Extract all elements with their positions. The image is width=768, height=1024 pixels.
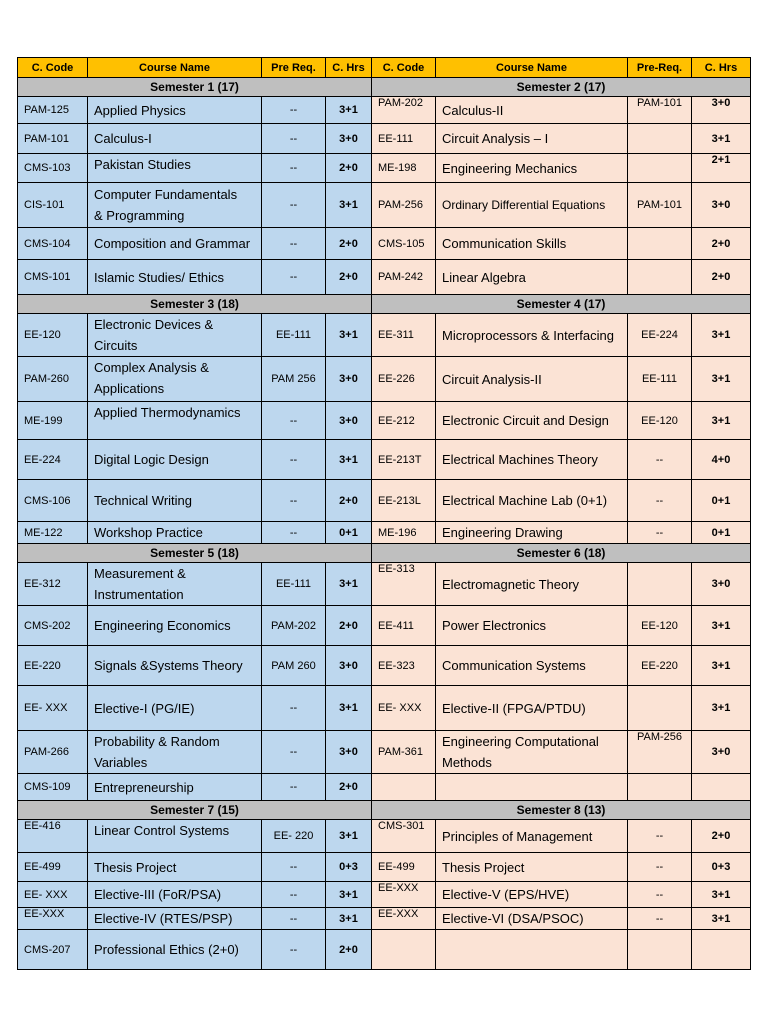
left-prerequisite: -- — [262, 522, 326, 544]
semester-header-row — [18, 78, 751, 97]
course-row — [18, 154, 751, 183]
right-credit-hours: 2+0 — [692, 228, 751, 260]
right-credit-hours: 2+0 — [692, 820, 751, 853]
right-credit-hours: 3+0 — [692, 731, 751, 774]
left-course-code: CMS-101 — [18, 260, 88, 295]
left-prerequisite: -- — [262, 731, 326, 774]
semester-header-row — [18, 544, 751, 563]
left-course-name: Elective-I (PG/IE) — [88, 686, 262, 731]
right-course-code: EE-499 — [372, 853, 436, 882]
right-credit-hours: 2+0 — [692, 260, 751, 295]
left-course-code: ME-199 — [18, 402, 88, 440]
course-row — [18, 731, 751, 774]
left-course-name: Technical Writing — [88, 480, 262, 522]
right-credit-hours — [692, 930, 751, 970]
course-row — [18, 908, 751, 930]
left-credit-hours: 3+1 — [326, 820, 372, 853]
left-prerequisite: -- — [262, 402, 326, 440]
header-row — [18, 58, 751, 78]
right-course-code: PAM-361 — [372, 731, 436, 774]
left-course-name: Linear Control Systems — [88, 820, 262, 853]
course-row — [18, 480, 751, 522]
right-credit-hours: 3+1 — [692, 882, 751, 908]
right-prerequisite: -- — [628, 853, 692, 882]
left-credit-hours: 2+0 — [326, 930, 372, 970]
right-credit-hours: 3+1 — [692, 357, 751, 402]
right-course-code: EE-323 — [372, 646, 436, 686]
left-course-name: Thesis Project — [88, 853, 262, 882]
semester-3-header: Semester 3 (18) — [18, 295, 372, 314]
right-course-name: Power Electronics — [436, 606, 628, 646]
left-credit-hours: 3+1 — [326, 882, 372, 908]
right-prerequisite — [628, 154, 692, 183]
right-course-code: ME-196 — [372, 522, 436, 544]
right-prerequisite: -- — [628, 820, 692, 853]
left-credit-hours: 3+1 — [326, 563, 372, 606]
left-prerequisite: -- — [262, 908, 326, 930]
left-credit-hours: 2+0 — [326, 480, 372, 522]
semester-7-header: Semester 7 (15) — [18, 801, 372, 820]
right-course-name: Communication Systems — [436, 646, 628, 686]
right-prerequisite: PAM-101 — [628, 97, 692, 124]
right-course-name: Ordinary Differential Equations — [436, 183, 628, 228]
left-credit-hours: 2+0 — [326, 260, 372, 295]
header-code-right: C. Code — [372, 58, 436, 78]
right-course-code: EE-213L — [372, 480, 436, 522]
right-course-name — [436, 930, 628, 970]
right-credit-hours: 0+1 — [692, 522, 751, 544]
course-row — [18, 440, 751, 480]
left-course-code: EE-224 — [18, 440, 88, 480]
right-course-code: EE-311 — [372, 314, 436, 357]
left-prerequisite: PAM-202 — [262, 606, 326, 646]
right-credit-hours: 3+1 — [692, 314, 751, 357]
left-course-name: Engineering Economics — [88, 606, 262, 646]
right-prerequisite: PAM-256 — [628, 731, 692, 774]
left-course-name: Islamic Studies/ Ethics — [88, 260, 262, 295]
course-row — [18, 606, 751, 646]
left-credit-hours: 3+0 — [326, 646, 372, 686]
left-credit-hours: 3+1 — [326, 183, 372, 228]
left-course-code: EE- XXX — [18, 686, 88, 731]
semester-5-header: Semester 5 (18) — [18, 544, 372, 563]
left-prerequisite: EE-111 — [262, 563, 326, 606]
left-course-name: Elective-III (FoR/PSA) — [88, 882, 262, 908]
course-plan-table — [17, 57, 751, 970]
left-course-name: Entrepreneurship — [88, 774, 262, 801]
left-prerequisite: -- — [262, 774, 326, 801]
header-code: C. Code — [18, 58, 88, 78]
right-credit-hours: 3+1 — [692, 908, 751, 930]
course-row — [18, 646, 751, 686]
left-course-name: Professional Ethics (2+0) — [88, 930, 262, 970]
right-prerequisite: -- — [628, 882, 692, 908]
left-credit-hours: 2+0 — [326, 228, 372, 260]
left-course-code: CMS-202 — [18, 606, 88, 646]
semester-header-row — [18, 295, 751, 314]
course-row — [18, 930, 751, 970]
right-credit-hours: 3+0 — [692, 563, 751, 606]
right-course-name: Circuit Analysis-II — [436, 357, 628, 402]
header-prereq-right: Pre-Req. — [628, 58, 692, 78]
semester-4-header: Semester 4 (17) — [372, 295, 751, 314]
course-row — [18, 357, 751, 402]
right-course-code: ME-198 — [372, 154, 436, 183]
semester-header-row — [18, 801, 751, 820]
semester-1-header: Semester 1 (17) — [18, 78, 372, 97]
right-prerequisite — [628, 260, 692, 295]
right-prerequisite: EE-120 — [628, 402, 692, 440]
left-course-name: Probability & Random Variables — [88, 731, 262, 774]
left-course-code: EE-416 — [18, 820, 88, 853]
left-course-code: CMS-109 — [18, 774, 88, 801]
left-prerequisite: -- — [262, 124, 326, 154]
right-credit-hours: 3+1 — [692, 646, 751, 686]
right-credit-hours: 3+1 — [692, 402, 751, 440]
right-course-name: Electrical Machines Theory — [436, 440, 628, 480]
semester-6-header: Semester 6 (18) — [372, 544, 751, 563]
left-course-code: PAM-101 — [18, 124, 88, 154]
left-prerequisite: -- — [262, 260, 326, 295]
left-course-name: Signals &Systems Theory — [88, 646, 262, 686]
right-course-name: Principles of Management — [436, 820, 628, 853]
header-course-name: Course Name — [88, 58, 262, 78]
left-course-name: Computer Fundamentals & Programming — [88, 183, 262, 228]
right-prerequisite: -- — [628, 440, 692, 480]
right-course-code: EE-226 — [372, 357, 436, 402]
course-row — [18, 228, 751, 260]
course-row — [18, 820, 751, 853]
right-credit-hours: 2+1 — [692, 154, 751, 183]
left-prerequisite: -- — [262, 97, 326, 124]
left-course-code: CMS-104 — [18, 228, 88, 260]
right-course-name: Elective-VI (DSA/PSOC) — [436, 908, 628, 930]
right-course-code: EE-212 — [372, 402, 436, 440]
right-credit-hours: 3+0 — [692, 183, 751, 228]
left-prerequisite: EE- 220 — [262, 820, 326, 853]
right-course-name — [436, 774, 628, 801]
right-course-name: Electromagnetic Theory — [436, 563, 628, 606]
right-course-name: Electrical Machine Lab (0+1) — [436, 480, 628, 522]
right-credit-hours: 0+3 — [692, 853, 751, 882]
right-prerequisite — [628, 228, 692, 260]
right-credit-hours: 4+0 — [692, 440, 751, 480]
left-prerequisite: -- — [262, 154, 326, 183]
left-course-name: Measurement & Instrumentation — [88, 563, 262, 606]
left-prerequisite: -- — [262, 183, 326, 228]
left-credit-hours: 0+3 — [326, 853, 372, 882]
right-prerequisite: PAM-101 — [628, 183, 692, 228]
right-credit-hours: 0+1 — [692, 480, 751, 522]
right-prerequisite: -- — [628, 480, 692, 522]
right-prerequisite — [628, 124, 692, 154]
left-course-code: CMS-103 — [18, 154, 88, 183]
left-course-code: CMS-106 — [18, 480, 88, 522]
right-prerequisite: -- — [628, 908, 692, 930]
left-credit-hours: 2+0 — [326, 606, 372, 646]
right-course-name: Elective-V (EPS/HVE) — [436, 882, 628, 908]
right-course-code: EE-213T — [372, 440, 436, 480]
right-prerequisite: EE-111 — [628, 357, 692, 402]
right-prerequisite — [628, 563, 692, 606]
left-prerequisite: EE-111 — [262, 314, 326, 357]
right-prerequisite — [628, 930, 692, 970]
left-credit-hours: 2+0 — [326, 774, 372, 801]
left-credit-hours: 3+1 — [326, 97, 372, 124]
left-prerequisite: -- — [262, 882, 326, 908]
right-course-code: CMS-301 — [372, 820, 436, 853]
left-credit-hours: 0+1 — [326, 522, 372, 544]
left-course-name: Electronic Devices & Circuits — [88, 314, 262, 357]
left-course-code: EE-120 — [18, 314, 88, 357]
header-prereq: Pre Req. — [262, 58, 326, 78]
left-course-name: Workshop Practice — [88, 522, 262, 544]
right-prerequisite: EE-224 — [628, 314, 692, 357]
right-course-code: PAM-242 — [372, 260, 436, 295]
right-credit-hours — [692, 774, 751, 801]
semester-8-header: Semester 8 (13) — [372, 801, 751, 820]
right-credit-hours: 3+1 — [692, 124, 751, 154]
course-row — [18, 882, 751, 908]
left-course-name: Calculus-I — [88, 124, 262, 154]
left-course-code: PAM-260 — [18, 357, 88, 402]
semester-2-header: Semester 2 (17) — [372, 78, 751, 97]
header-course-name-right: Course Name — [436, 58, 628, 78]
left-credit-hours: 3+0 — [326, 731, 372, 774]
left-course-code: EE-312 — [18, 563, 88, 606]
left-credit-hours: 2+0 — [326, 154, 372, 183]
left-course-code: CIS-101 — [18, 183, 88, 228]
right-course-name: Linear Algebra — [436, 260, 628, 295]
left-course-name: Applied Thermodynamics — [88, 402, 262, 440]
right-course-name: Microprocessors & Interfacing — [436, 314, 628, 357]
left-credit-hours: 3+1 — [326, 908, 372, 930]
course-row — [18, 183, 751, 228]
left-prerequisite: -- — [262, 228, 326, 260]
right-course-name: Calculus-II — [436, 97, 628, 124]
left-credit-hours: 3+0 — [326, 357, 372, 402]
right-course-code: EE-XXX — [372, 908, 436, 930]
right-course-code: PAM-256 — [372, 183, 436, 228]
right-course-code: EE-XXX — [372, 882, 436, 908]
left-course-code: EE-499 — [18, 853, 88, 882]
left-course-name: Complex Analysis & Applications — [88, 357, 262, 402]
left-prerequisite: -- — [262, 853, 326, 882]
right-course-code: EE-313 — [372, 563, 436, 606]
left-prerequisite: -- — [262, 930, 326, 970]
left-credit-hours: 3+1 — [326, 686, 372, 731]
left-prerequisite: -- — [262, 686, 326, 731]
right-prerequisite — [628, 774, 692, 801]
right-prerequisite: EE-120 — [628, 606, 692, 646]
right-course-name: Elective-II (FPGA/PTDU) — [436, 686, 628, 731]
right-prerequisite: -- — [628, 522, 692, 544]
left-course-code: PAM-266 — [18, 731, 88, 774]
left-prerequisite: -- — [262, 440, 326, 480]
right-course-name: Engineering Drawing — [436, 522, 628, 544]
course-row — [18, 124, 751, 154]
course-row — [18, 563, 751, 606]
left-course-name: Composition and Grammar — [88, 228, 262, 260]
course-row — [18, 314, 751, 357]
left-course-code: PAM-125 — [18, 97, 88, 124]
left-course-name: Applied Physics — [88, 97, 262, 124]
right-course-name: Electronic Circuit and Design — [436, 402, 628, 440]
course-row — [18, 853, 751, 882]
right-course-name: Communication Skills — [436, 228, 628, 260]
left-credit-hours: 3+0 — [326, 402, 372, 440]
left-credit-hours: 3+0 — [326, 124, 372, 154]
right-credit-hours: 3+0 — [692, 97, 751, 124]
left-course-code: EE-220 — [18, 646, 88, 686]
left-credit-hours: 3+1 — [326, 314, 372, 357]
right-course-code — [372, 774, 436, 801]
left-course-code: EE- XXX — [18, 882, 88, 908]
right-course-code: EE-411 — [372, 606, 436, 646]
right-course-code: PAM-202 — [372, 97, 436, 124]
left-course-code: CMS-207 — [18, 930, 88, 970]
left-course-code: ME-122 — [18, 522, 88, 544]
right-course-name: Engineering Mechanics — [436, 154, 628, 183]
right-course-code: EE- XXX — [372, 686, 436, 731]
left-prerequisite: PAM 260 — [262, 646, 326, 686]
left-prerequisite: -- — [262, 480, 326, 522]
right-prerequisite — [628, 686, 692, 731]
left-course-code: EE-XXX — [18, 908, 88, 930]
right-prerequisite: EE-220 — [628, 646, 692, 686]
left-prerequisite: PAM 256 — [262, 357, 326, 402]
course-row — [18, 260, 751, 295]
left-course-name: Digital Logic Design — [88, 440, 262, 480]
course-row — [18, 97, 751, 124]
header-credit-hours-right: C. Hrs — [692, 58, 751, 78]
right-course-name: Circuit Analysis – I — [436, 124, 628, 154]
header-credit-hours: C. Hrs — [326, 58, 372, 78]
right-credit-hours: 3+1 — [692, 606, 751, 646]
right-course-code: EE-111 — [372, 124, 436, 154]
course-row — [18, 774, 751, 801]
course-row — [18, 402, 751, 440]
right-course-code: CMS-105 — [372, 228, 436, 260]
course-row — [18, 522, 751, 544]
left-course-name: Pakistan Studies — [88, 154, 262, 183]
right-course-code — [372, 930, 436, 970]
right-credit-hours: 3+1 — [692, 686, 751, 731]
left-course-name: Elective-IV (RTES/PSP) — [88, 908, 262, 930]
right-course-name: Engineering Computational Methods — [436, 731, 628, 774]
right-course-name: Thesis Project — [436, 853, 628, 882]
course-row — [18, 686, 751, 731]
left-credit-hours: 3+1 — [326, 440, 372, 480]
